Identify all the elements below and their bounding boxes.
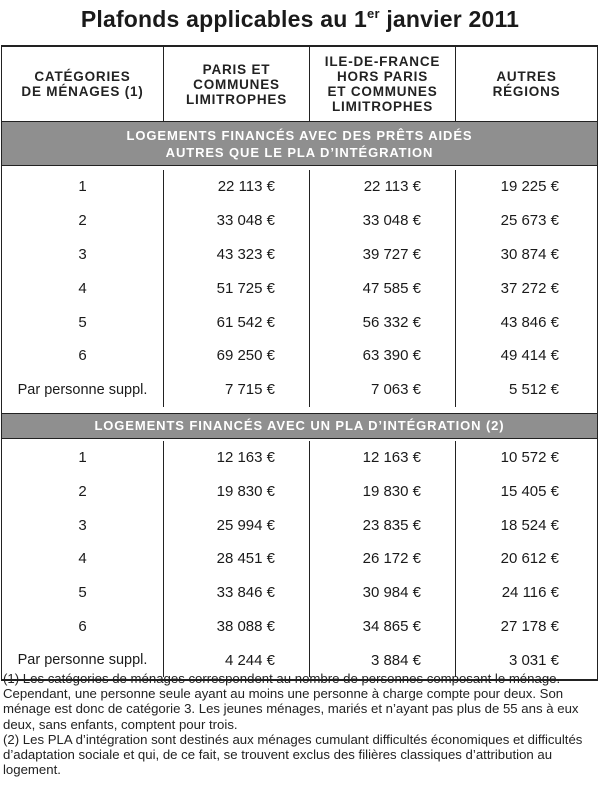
ceiling-value-cell: 5 512 €: [508, 381, 559, 399]
header-ile-de-france: ILE-DE-FRANCE HORS PARIS ET COMMUNES LIMITROPHES: [310, 47, 456, 121]
section1-title-line1: LOGEMENTS FINANCÉS AVEC DES PRÊTS AIDÉS: [126, 127, 473, 143]
title-rest: janvier 2011: [379, 6, 520, 32]
table-row: [2, 305, 597, 339]
ceiling-value-cell: 30 874 €: [500, 245, 559, 263]
ceiling-value-cell: 12 163 €: [310, 441, 456, 475]
ceiling-value-cell: 63 390 €: [310, 339, 456, 373]
household-category-cell: 5: [2, 576, 164, 610]
title-main: Plafonds applicables au 1: [80, 6, 368, 32]
ceiling-value-cell: 34 865 €: [310, 610, 456, 644]
ceiling-value-cell: 33 846 €: [164, 576, 310, 610]
ceiling-value-cell: 4 244 €: [164, 643, 310, 677]
table-row: [2, 576, 597, 610]
ceiling-value-cell: 3 884 €: [310, 643, 456, 677]
section2-rows: [2, 439, 597, 680]
ceiling-value-cell: 39 727 €: [310, 238, 456, 272]
ceiling-value-cell: 22 113 €: [164, 170, 310, 204]
table-row: [2, 474, 597, 508]
ceiling-value-cell: 12 163 €: [164, 441, 310, 475]
section2-title: LOGEMENTS FINANCÉS AVEC UN PLA D’INTÉGRATION (2): [94, 418, 505, 434]
header-categories: CATÉGORIES DE MÉNAGES (1): [2, 47, 164, 121]
household-category-cell: 1: [2, 441, 164, 475]
household-category-cell: 3: [2, 238, 164, 272]
ceiling-value-cell: 15 405 €: [500, 482, 559, 500]
header-paris: PARIS ET COMMUNES LIMITROPHES: [164, 47, 310, 121]
household-category-cell: 1: [2, 170, 164, 204]
household-category-cell: 6: [2, 339, 164, 373]
ceiling-value-cell: 69 250 €: [164, 339, 310, 373]
table-row: [2, 339, 597, 373]
table-row: [2, 441, 597, 475]
table-row: [2, 508, 597, 542]
ceiling-value-cell: 18 524 €: [500, 516, 559, 534]
table-row: [2, 610, 597, 644]
ceiling-value-cell: 43 846 €: [500, 313, 559, 331]
ceiling-value-cell: 38 088 €: [164, 610, 310, 644]
household-category-cell: 2: [2, 204, 164, 238]
section2-band: [2, 413, 597, 439]
household-category-cell: 2: [2, 474, 164, 508]
table-row: [2, 542, 597, 576]
ceiling-value-cell: 26 172 €: [310, 542, 456, 576]
table-row: [2, 238, 597, 272]
footnotes: [3, 671, 597, 777]
ceiling-value-cell: 22 113 €: [310, 170, 456, 204]
household-category-cell: Par personne suppl.: [2, 643, 164, 677]
ceiling-value-cell: 33 048 €: [310, 204, 456, 238]
title-superscript: er: [367, 6, 380, 21]
ceiling-value-cell: 33 048 €: [164, 204, 310, 238]
table-row: [2, 271, 597, 305]
section1-band: [2, 122, 597, 166]
ceiling-value-cell: 7 063 €: [310, 373, 456, 407]
income-ceiling-table: [1, 45, 598, 681]
header-other-regions: AUTRES RÉGIONS: [492, 69, 561, 99]
table-row: [2, 170, 597, 204]
ceiling-value-cell: 51 725 €: [164, 271, 310, 305]
ceiling-value-cell: 10 572 €: [500, 448, 559, 466]
ceiling-value-cell: 37 272 €: [500, 279, 559, 297]
ceiling-value-cell: 61 542 €: [164, 305, 310, 339]
ceiling-value-cell: 19 830 €: [164, 474, 310, 508]
footnote-1: (1) Les catégories de ménages correspondent au nombre de personnes composant le ménage. Cependant, une personne seule ayant au moins une personne à charge compte pour deux. Son ménage est donc de catégorie 3. Les jeunes ménages, mariés et n’ayant pas plus de 55 ans à eux deux, sans enfants, comptent pour trois.: [3, 671, 579, 732]
ceiling-value-cell: 56 332 €: [310, 305, 456, 339]
ceiling-value-cell: 20 612 €: [500, 550, 559, 568]
ceiling-value-cell: 23 835 €: [310, 508, 456, 542]
ceiling-value-cell: 49 414 €: [500, 347, 559, 365]
ceiling-value-cell: 27 178 €: [500, 617, 559, 635]
ceiling-value-cell: 28 451 €: [164, 542, 310, 576]
ceiling-value-cell: 7 715 €: [164, 373, 310, 407]
household-category-cell: 6: [2, 610, 164, 644]
section1-title-line2: AUTRES QUE LE PLA D’INTÉGRATION: [165, 144, 434, 160]
household-category-cell: 4: [2, 271, 164, 305]
ceiling-value-cell: 30 984 €: [310, 576, 456, 610]
table-row: [2, 204, 597, 238]
ceiling-value-cell: 24 116 €: [501, 584, 559, 602]
household-category-cell: 4: [2, 542, 164, 576]
ceiling-value-cell: 19 225 €: [500, 178, 559, 196]
ceiling-value-cell: 25 673 €: [500, 212, 559, 230]
ceiling-value-cell: 25 994 €: [164, 508, 310, 542]
household-category-cell: 3: [2, 508, 164, 542]
table-row: [2, 373, 597, 407]
footnote-2: (2) Les PLA d’intégration sont destinés aux ménages cumulant difficultés économiques et difficultés d’adaptation sociale et qui, de ce fait, se trouvent exclus des filières classiques d’attribution au logement.: [3, 731, 583, 778]
household-category-cell: Par personne suppl.: [2, 373, 164, 407]
section1-rows: [2, 166, 597, 413]
page-title: [0, 6, 600, 33]
ceiling-value-cell: 3 031 €: [508, 651, 559, 669]
ceiling-value-cell: 47 585 €: [310, 271, 456, 305]
ceiling-value-cell: 43 323 €: [164, 238, 310, 272]
household-category-cell: 5: [2, 305, 164, 339]
ceiling-value-cell: 19 830 €: [310, 474, 456, 508]
table-header: [2, 47, 597, 122]
